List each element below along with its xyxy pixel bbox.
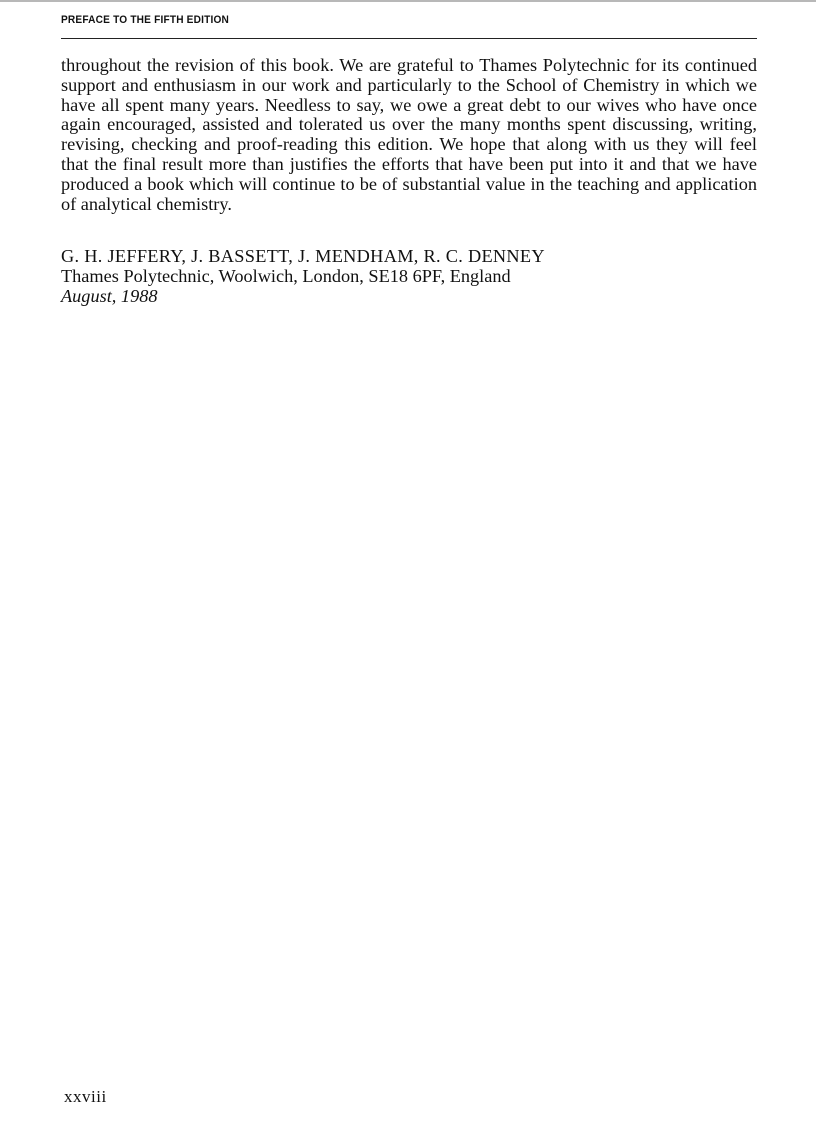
header-rule	[61, 38, 757, 39]
page-number: xxviii	[64, 1087, 107, 1106]
author-address: Thames Polytechnic, Woolwich, London, SE18 6PF, England	[61, 266, 511, 286]
signature-block	[61, 246, 757, 306]
author-names: G. H. JEFFERY, J. BASSETT, J. MENDHAM, R. C. DENNEY	[61, 246, 545, 266]
running-head: PREFACE TO THE FIFTH EDITION	[61, 14, 230, 26]
preface-date: August, 1988	[61, 286, 158, 306]
body-paragraph: throughout the revision of this book. We are grateful to Thames Polytechnic for its continued support and enthusiasm in our work and particularly to the School of Chemistry in which we have all spent many years. Needless to say, we owe a great debt to our wives who have once again encouraged, assisted and tolerated us over the many months spent discussing, writing, revising, checking and proof-reading this edition. We hope that along with us they will feel that the final result more than justifies the efforts that have been put into it and that we have produced a book which will continue to be of substantial value in the teaching and application of analytical chemistry.	[61, 55, 757, 214]
page-top-border	[0, 0, 816, 2]
